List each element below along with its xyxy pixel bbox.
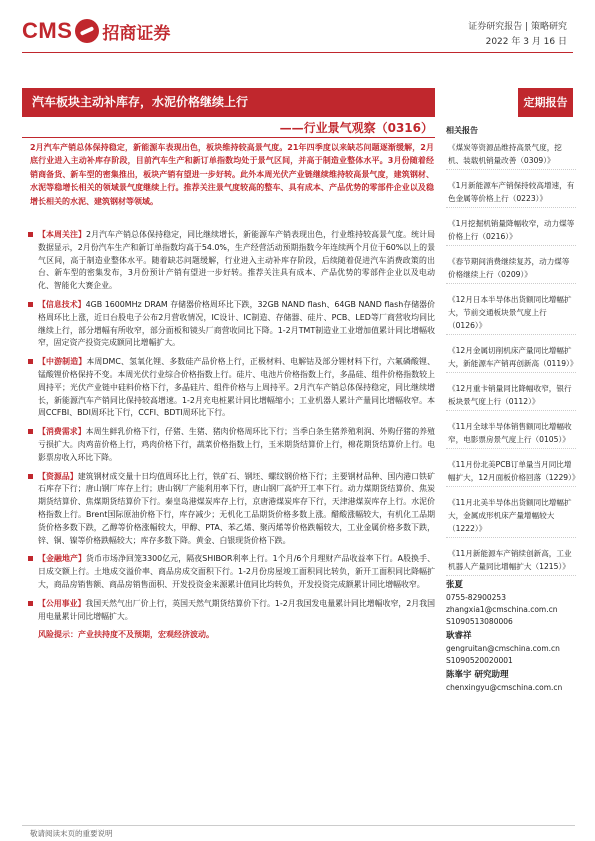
paragraph <box>38 598 435 624</box>
bullet-icon <box>28 359 33 364</box>
paragraph-text: 2月汽车产销总体保持稳定，同比继续增长，新能源车产销表现出色，行业维持较高景气度。统计局数据显示，2月份汽车生产和新订单指数均高于54.0%，生产经营活动预期指数今年连续两个月位于60%以上的景气区间，高于制造业整体水平。随着缺芯问题缓解，行业进入主动补库存阶段，后续随着促进汽车消费政策的出台、新车型的密集发布，3月份预计产销有望进一步好转。推荐关注具有成本、产品优势的零部件企业以及电动化、智能化大赛企业。 <box>38 230 435 291</box>
paragraph-text: 建筑钢材成交量十日均值周环比上行，铁矿石、钢坯、螺纹钢价格下行；主要钢材品种、国内港口铁矿石库存下行；唐山钢厂库存上行；唐山钢厂产能利用率下行，唐山钢厂高炉开工率下行。动力煤期货结算价、焦炭期货结算价、焦煤期货结算价下行。秦皇岛港煤炭库存上行，京唐港煤炭库存下行，天津港煤炭库存上行。水泥价格指数上行。Brent国际原油价格下行，库存减少；无机化工品期货价格多数上涨。醋酸涨幅较大，有机化工品期货价格多数下跌，乙醇等价格涨幅较大，甲醇、PTA、苯乙烯、聚丙烯等价格跌幅较大，工业金属价格多数下跌，锌、铜、镍等价格跌幅较大；库存多数下降。黄金、白银现货价格下跌。 <box>38 471 435 545</box>
related-report-link[interactable]: 《1月新能源车产销保持较高增速，有色金属等价格上行（0223）》 <box>446 179 576 208</box>
paragraph-lead: 【信息技术】 <box>38 299 86 309</box>
related-report-link[interactable]: 《11月新能源车产销续创新高，工业机器人产量同比增幅扩大（1215）》 <box>446 547 576 576</box>
paragraph-lead: 【资源品】 <box>38 471 78 481</box>
footer-divider <box>22 825 575 826</box>
analyst-email[interactable]: gengruitan@cmschina.com.cn <box>446 644 560 653</box>
header-divider <box>22 52 573 53</box>
paragraph <box>38 553 435 591</box>
paragraph-text: 4GB 1600MHz DRAM 存储器价格周环比下跌，32GB NAND flash、64GB NAND flash存储器价格周环比上涨，近日台股电子公布2月营收情况，IC设计、IC制造、存储器、硅片、PCB、LED等厂商营收均同比继续上行，部分增幅有所收窄，部分面板和镜头厂商营收同比下降。1-2月TMT制造业工业增加值累计同比增幅收窄，固定资产投资完成额同比增幅扩大。 <box>38 299 435 348</box>
related-report-link[interactable]: 《1月挖掘机销量降幅收窄，动力煤等价格上行（0216）》 <box>446 217 576 246</box>
paragraph-lead: 【消费需求】 <box>38 427 86 437</box>
related-report-link[interactable]: 《春节期间消费继续复苏，动力煤等价格继续上行（0209）》 <box>446 255 576 284</box>
analyst-email[interactable]: chenxingyu@cmschina.com.cn <box>446 683 563 692</box>
related-report-link[interactable]: 《11月份北美PCB订单量当月同比增幅扩大，12月面板价格回落（1229）》 <box>446 458 576 487</box>
paragraph <box>38 356 435 420</box>
related-report-link[interactable]: 《煤炭等资源品维持高景气度，挖机、装载机销量改善（0309）》 <box>446 141 576 170</box>
header-meta <box>468 20 567 50</box>
paragraph-text: 货币市场净回笼3300亿元，隔夜SHIBOR利率上行。1个月/6个月理财产品收益率下行。A股换手、日成交额上行。土地成交溢价率、商品房成交面积下行。1-2月份房屋竣工面积同比转负，新开工面积同比降幅扩大，商品房销售额、商品房销售面积、开发投资金来源累计值同比均转负，开发投资完成额累计同比增幅收窄。 <box>38 554 435 589</box>
analyst-email[interactable]: zhangxia1@cmschina.com.cn <box>446 605 558 614</box>
paragraph-lead: 【中游制造】 <box>38 357 87 367</box>
report-subtitle: ——行业景气观察（0316） <box>279 121 433 135</box>
analyst-name: 陈峯宇 研究助理 <box>446 670 509 680</box>
related-report-link[interactable]: 《12月日本半导体出货额同比增幅扩大，节前交通板块景气度上行（0126）》 <box>446 293 576 335</box>
logo-text-cn: 招商证券 <box>102 23 171 44</box>
paragraph-text: 本周DMC、氢氧化锂、多数硅产品价格上行，正极材料、电解钴及部分锂材料下行，六氟磷酸锂、锰酸锂价格保持不变。本周光伏行业综合价格指数上行。硅片、电池片价格指数上行，多晶硅、组件价格指数较上周持平；光伏产业链中硅料价格下行，多晶硅片、组件价格与上周持平。2月汽车产销总体保持稳定，同比继续增长，新能源汽车产销同比保持较高增速。1-2月充电桩累计同比增幅缩小；工业机器人累计产量同比增幅收窄。本周CCFBI、BDI周环比下行，CCFI、BDTI周环比下行。 <box>38 357 435 418</box>
logo-text-en: CMS <box>22 18 73 43</box>
paragraph <box>38 426 435 464</box>
bullet-icon <box>28 302 33 307</box>
company-logo <box>22 18 170 44</box>
subtitle-divider <box>22 137 435 138</box>
paragraph-lead: 【金融地产】 <box>38 554 87 564</box>
bullet-icon <box>28 474 33 479</box>
analyst-license: S1090520020001 <box>446 656 513 665</box>
report-title: 汽车板块主动补库存，水泥价格继续上行 <box>22 88 435 117</box>
bullet-icon <box>28 232 33 237</box>
paragraph-text: 我国天然气出厂价上行，英国天然气期货结算价下行。1-2月我国发电量累计同比增幅收窄，2月我国用电量累计同比增幅扩大。 <box>38 598 435 621</box>
report-date: 2022 年 3 月 16 日 <box>485 37 567 47</box>
report-tag: 定期报告 <box>518 88 573 117</box>
bullet-icon <box>28 556 33 561</box>
paragraph-text: 本周生鲜乳价格下行，仔猪、生猪、猪肉价格周环比下行；当季白条生猪养殖利润、外购仔猪的养殖亏损扩大。肉鸡苗价格上行，鸡肉价格下行，蔬菜价格指数上行，玉米期货结算价上行，棉花期货结算价上行。电影票房收入环比下降。 <box>38 427 435 462</box>
paragraph-lead: 【公用事业】 <box>38 598 86 608</box>
paragraph <box>38 471 435 548</box>
bullet-icon <box>28 429 33 434</box>
sidebar <box>446 124 580 694</box>
paragraph <box>38 299 435 350</box>
related-report-link[interactable]: 《11月北美半导体出货额同比增幅扩大，金属成形机床产量增幅较大（1222）》 <box>446 496 576 538</box>
analyst-phone: 0755-82900253 <box>446 593 506 602</box>
analyst-license: S1090513080006 <box>446 617 513 626</box>
related-reports-heading: 相关报告 <box>446 126 478 135</box>
analyst-name: 张夏 <box>446 580 464 590</box>
risk-warning: 风险提示：产业扶持度不及预期，宏观经济波动。 <box>38 630 214 640</box>
report-body <box>38 229 435 641</box>
related-report-link[interactable]: 《12月重卡销量同比降幅收窄，银行板块景气度上行（0112）》 <box>446 382 576 411</box>
related-report-link[interactable]: 《11月全球半导体销售额同比增幅收窄，电影票房景气度上行（0105）》 <box>446 420 576 449</box>
bullet-icon <box>28 601 33 606</box>
summary-text: 2月汽车产销总体保持稳定，新能源车表现出色，板块维持较高景气度。21年四季度以来缺芯问题逐渐缓解，2月底行业进入主动补库存阶段，目前汽车生产和新订单指数均处于景气区间，并高于制造业整体水平。3月份随着经销商备货、新车型的密集推出，板块产销有望进一步好转。此外本周光伏产业链继续维持较高景气度，建筑钢材、水泥等稳增长相关的领域景气度继续上行。推荐关注景气度较高的整车、具有成本、产品优势的零部件企业以及稳增长相关的水泥、建筑钢材等领域。 <box>30 143 434 206</box>
analyst-name: 耿睿祥 <box>446 631 472 641</box>
footer-note: 敬请阅读末页的重要说明 <box>30 829 113 838</box>
report-type: 证券研究报告 | 策略研究 <box>468 22 567 32</box>
logo-icon <box>75 19 99 43</box>
paragraph-lead: 【本周关注】 <box>38 230 86 239</box>
paragraph <box>38 229 435 293</box>
related-report-link[interactable]: 《12月金属切削机床产量同比增幅扩大，新能源车产销再创新高（0119）》 <box>446 344 576 373</box>
